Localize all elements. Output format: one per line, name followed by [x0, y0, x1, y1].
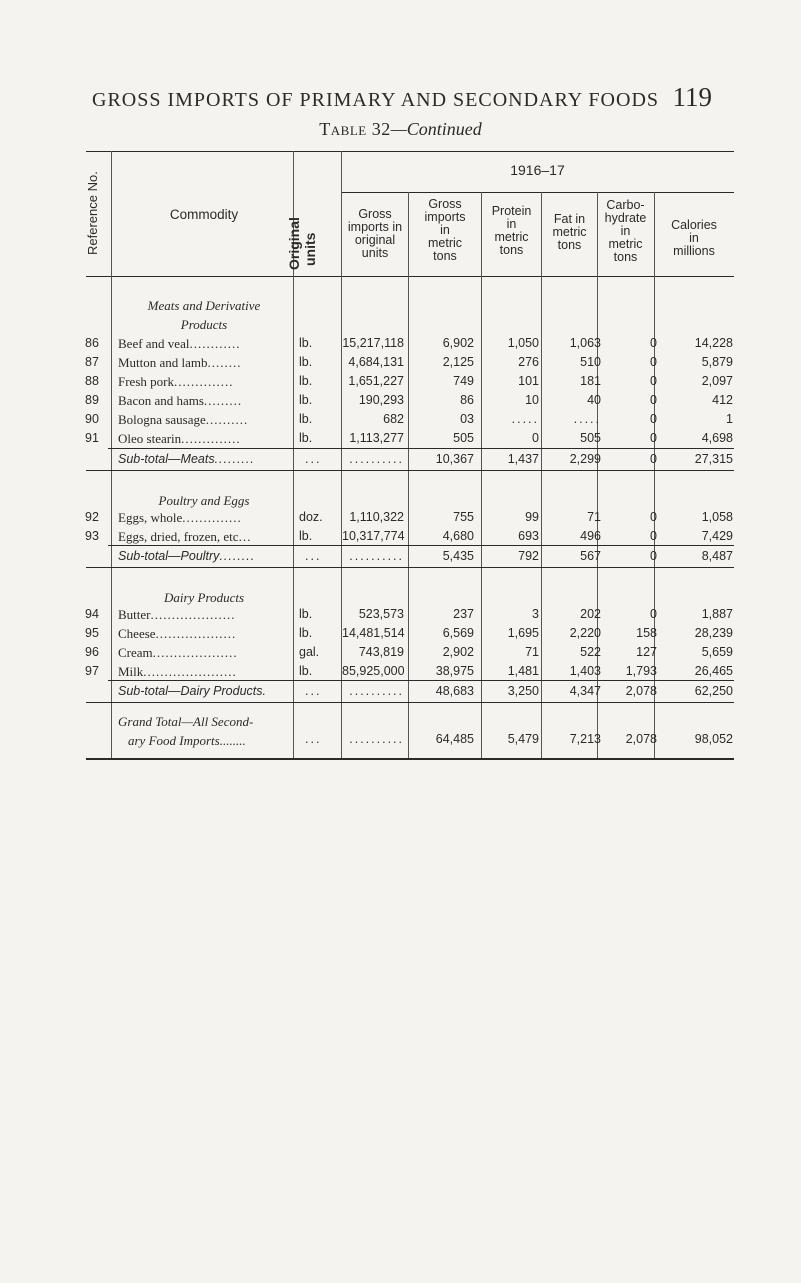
fat-cell: 7,213	[569, 732, 601, 746]
carbo-cell: 158	[636, 626, 657, 640]
carbo-cell: 0	[650, 529, 657, 543]
calories-cell: 27,315	[694, 452, 733, 466]
table-row	[0, 607, 801, 626]
commodity-text: Oleo stearin	[118, 431, 182, 446]
gross-orig-cell: 85,925,000	[342, 664, 405, 678]
table-label: Table 32	[319, 119, 391, 139]
header-text: Fat in	[553, 212, 586, 226]
protein-cell: 1,437	[507, 452, 539, 466]
protein-cell: 792	[518, 549, 539, 563]
leader-dots: ...	[238, 529, 252, 544]
table-row	[0, 510, 801, 529]
gross-orig-cell: 4,684,131	[348, 355, 404, 369]
calories-cell: 5,879	[701, 355, 733, 369]
commodity-cell	[118, 626, 290, 642]
table-row	[0, 645, 801, 664]
calories-cell: 14,228	[694, 336, 733, 350]
calories-cell: 98,052	[694, 732, 733, 746]
commodity-text: Eggs, dried, frozen, etc	[118, 529, 239, 544]
calories-cell: 1	[726, 412, 733, 426]
calories-cell: 1,887	[701, 607, 733, 621]
commodity-cell	[118, 374, 290, 390]
page-number: 119	[672, 82, 712, 112]
header-text: hydrate	[604, 211, 647, 225]
leader-dots: ........	[207, 355, 242, 370]
grand-total-row	[0, 732, 801, 751]
header-text: millions	[673, 244, 715, 258]
section-title-dairy: Dairy Products	[163, 590, 245, 605]
fat-cell: 510	[580, 355, 601, 369]
leader-dots: ..............	[173, 374, 234, 389]
commodity-text: Butter	[118, 607, 151, 622]
commodity-cell	[118, 431, 290, 447]
commodity-text: Fresh pork	[118, 374, 174, 389]
carbo-cell: 0	[650, 431, 657, 445]
header-reference-text: Reference No.	[85, 171, 100, 255]
calories-cell: 5,659	[701, 645, 733, 659]
fat-cell: 2,220	[569, 626, 601, 640]
commodity-text: Mutton and lamb	[118, 355, 208, 370]
table-caption	[0, 119, 801, 140]
unit-cell: lb.	[299, 431, 313, 445]
gross-orig-cell: 14,481,514	[342, 626, 405, 640]
protein-cell: 693	[518, 529, 539, 543]
header-text: Gross	[428, 197, 462, 211]
carbo-cell: 0	[650, 355, 657, 369]
ref-cell: 93	[85, 529, 99, 543]
header-gross-original	[342, 208, 408, 260]
ref-cell: 86	[85, 336, 99, 350]
carbo-cell: 1,793	[625, 664, 657, 678]
section-title-line: Products	[180, 317, 228, 332]
table-continued: —Continued	[390, 119, 482, 139]
header-text: in	[506, 217, 517, 231]
fat-cell: 505	[580, 431, 601, 445]
commodity-cell	[118, 510, 290, 526]
fat-cell: 496	[580, 529, 601, 543]
header-text: metric	[552, 225, 587, 239]
gross-metric-cell: 38,975	[435, 664, 474, 678]
gross-metric-cell: 6,902	[442, 336, 474, 350]
gross-metric-cell: 2,902	[442, 645, 474, 659]
table-row	[0, 664, 801, 683]
header-text: Calories	[671, 218, 717, 232]
section-title-line: Meats and Derivative	[147, 298, 261, 313]
leader-dots: ...................	[155, 626, 237, 641]
commodity-text: Beef and veal	[118, 336, 190, 351]
table-row	[0, 374, 801, 393]
unit-cell: lb.	[299, 374, 313, 388]
header-text: tons	[499, 243, 524, 257]
leader-dots: .........	[214, 452, 255, 466]
protein-cell: .....	[511, 412, 539, 426]
protein-cell: 101	[518, 374, 539, 388]
gross-metric-cell: 10,367	[435, 452, 474, 466]
carbo-cell: 0	[650, 452, 657, 466]
commodity-text: Bologna sausage	[118, 412, 206, 427]
commodity-cell	[118, 645, 290, 661]
table-row	[0, 412, 801, 431]
leader-dots: ......................	[143, 664, 237, 679]
unit-cell: doz.	[299, 510, 323, 524]
leader-dots: ............	[189, 336, 241, 351]
subtotal-text: Sub-total—Poultry	[118, 549, 220, 563]
header-text: Carbo-	[606, 198, 645, 212]
header-text: units	[361, 246, 389, 260]
calories-cell: 1,058	[701, 510, 733, 524]
header-text: in	[620, 224, 631, 238]
gross-orig-cell: ..........	[349, 684, 404, 698]
grand-total-line2-text: ary Food Imports	[128, 733, 220, 748]
header-text: imports	[424, 210, 466, 224]
commodity-cell	[118, 393, 290, 409]
carbo-cell: 0	[650, 336, 657, 350]
header-text: metric	[494, 230, 529, 244]
header-text: tons	[613, 250, 638, 264]
table-row	[0, 355, 801, 374]
gross-orig-cell: 15,217,118	[342, 336, 404, 350]
gross-metric-cell: 749	[453, 374, 474, 388]
table-row	[0, 529, 801, 548]
header-text: in	[440, 223, 450, 237]
carbo-cell: 0	[650, 412, 657, 426]
gross-orig-cell: ..........	[349, 732, 404, 746]
calories-cell: 412	[712, 393, 733, 407]
ref-cell: 97	[85, 664, 99, 678]
protein-cell: 3	[532, 607, 539, 621]
gross-metric-cell: 03	[460, 412, 474, 426]
gross-orig-cell: ..........	[349, 549, 404, 563]
unit-cell: ...	[305, 732, 322, 746]
gross-orig-cell: 682	[383, 412, 404, 426]
header-gross-metric	[409, 198, 481, 263]
header-fat	[542, 213, 597, 252]
commodity-text: Milk	[118, 664, 144, 679]
carbo-cell: 0	[650, 549, 657, 563]
calories-cell: 8,487	[701, 549, 733, 563]
rule-bottom	[86, 758, 734, 760]
unit-cell: lb.	[299, 626, 313, 640]
gross-metric-cell: 64,485	[435, 732, 474, 746]
subtotal-row-dairy	[0, 684, 801, 703]
header-period: 1916–17	[510, 162, 565, 178]
leader-dots: ..........	[205, 412, 249, 427]
commodity-cell	[118, 664, 290, 680]
header-calories	[654, 219, 734, 258]
fat-cell: .....	[573, 412, 601, 426]
calories-cell: 2,097	[701, 374, 733, 388]
ref-cell: 89	[85, 393, 99, 407]
subtotal-label	[118, 549, 290, 563]
gross-metric-cell: 4,680	[442, 529, 474, 543]
fat-cell: 4,347	[569, 684, 601, 698]
subtotal-row-poultry	[0, 549, 801, 568]
header-text: original	[354, 233, 396, 247]
ref-cell: 96	[85, 645, 99, 659]
leader-dots: ....................	[152, 645, 238, 660]
leader-dots: .	[262, 684, 267, 698]
calories-cell: 7,429	[701, 529, 733, 543]
protein-cell: 99	[525, 510, 539, 524]
gross-orig-cell: 1,651,227	[348, 374, 404, 388]
fat-cell: 1,063	[569, 336, 601, 350]
protein-cell: 5,479	[507, 732, 539, 746]
carbo-cell: 0	[650, 510, 657, 524]
unit-cell: lb.	[299, 336, 313, 350]
commodity-text: Bacon and hams	[118, 393, 204, 408]
commodity-cell	[118, 607, 290, 623]
ref-cell: 95	[85, 626, 99, 640]
gross-orig-cell: 190,293	[358, 393, 404, 407]
commodity-cell	[118, 529, 290, 545]
carbo-cell: 2,078	[625, 684, 657, 698]
fat-cell: 1,403	[569, 664, 601, 678]
protein-cell: 71	[525, 645, 539, 659]
gross-metric-cell: 237	[453, 607, 474, 621]
fat-cell: 522	[580, 645, 601, 659]
table-row	[0, 626, 801, 645]
rule-header-bottom	[86, 276, 734, 277]
leader-dots: ....................	[150, 607, 236, 622]
gross-metric-cell: 5,435	[442, 549, 474, 563]
protein-cell: 1,695	[507, 626, 539, 640]
unit-cell: lb.	[299, 393, 313, 407]
leader-dots: ........	[219, 733, 246, 748]
gross-orig-cell: 523,573	[358, 607, 404, 621]
fat-cell: 71	[587, 510, 601, 524]
unit-cell: ...	[305, 684, 322, 698]
ref-cell: 87	[85, 355, 99, 369]
calories-cell: 28,239	[694, 626, 733, 640]
ref-cell: 91	[85, 431, 99, 445]
rule-period	[341, 192, 734, 193]
fat-cell: 567	[580, 549, 601, 563]
gross-orig-cell: 10,317,774	[342, 529, 405, 543]
calories-cell: 26,465	[694, 664, 733, 678]
section-title-poultry: Poultry and Eggs	[158, 493, 250, 508]
commodity-text: Cheese	[118, 626, 156, 641]
commodity-cell	[118, 412, 290, 428]
carbo-cell: 2,078	[625, 732, 657, 746]
carbo-cell: 127	[636, 645, 657, 659]
gross-metric-cell: 6,569	[442, 626, 474, 640]
unit-cell: ...	[305, 452, 322, 466]
calories-cell: 4,698	[701, 431, 733, 445]
running-title: GROSS IMPORTS OF PRIMARY AND SECONDARY FOODS	[92, 89, 660, 111]
section-title-meats	[118, 296, 290, 334]
header-units-line1: Original	[286, 217, 302, 270]
gross-orig-cell: 743,819	[358, 645, 404, 659]
calories-cell: 62,250	[694, 684, 733, 698]
protein-cell: 1,481	[507, 664, 539, 678]
leader-dots: ........	[219, 549, 256, 563]
leader-dots: .........	[203, 393, 243, 408]
header-text: tons	[433, 249, 457, 263]
table-row	[0, 431, 801, 450]
unit-cell: lb.	[299, 664, 313, 678]
commodity-text: Cream	[118, 645, 153, 660]
subtotal-text: Sub-total—Meats	[118, 452, 215, 466]
carbo-cell: 0	[650, 393, 657, 407]
header-text: metric	[427, 236, 463, 250]
fat-cell: 202	[580, 607, 601, 621]
subtotal-label	[118, 452, 290, 466]
gross-metric-cell: 48,683	[435, 684, 474, 698]
ref-cell: 94	[85, 607, 99, 621]
header-units-line2: units	[302, 232, 318, 266]
running-head	[92, 82, 712, 113]
subtotal-row-meats	[0, 452, 801, 471]
header-commodity: Commodity	[169, 207, 239, 222]
table-row	[0, 393, 801, 412]
leader-dots: ..............	[181, 431, 241, 446]
carbo-cell: 0	[650, 374, 657, 388]
gross-orig-cell: 1,113,277	[349, 431, 404, 445]
ref-cell: 88	[85, 374, 99, 388]
protein-cell: 10	[525, 393, 539, 407]
header-carbohydrate	[597, 199, 654, 264]
gross-metric-cell: 2,125	[442, 355, 474, 369]
fat-cell: 181	[580, 374, 601, 388]
gross-metric-cell: 755	[453, 510, 474, 524]
gross-metric-cell: 505	[453, 431, 474, 445]
commodity-cell	[118, 355, 290, 371]
unit-cell: lb.	[299, 412, 313, 426]
fat-cell: 2,299	[569, 452, 601, 466]
leader-dots: ..............	[182, 510, 242, 525]
grand-total-line1: Grand Total—All Second-	[118, 714, 254, 729]
protein-cell: 0	[532, 431, 539, 445]
protein-cell: 3,250	[507, 684, 539, 698]
gross-orig-cell: 1,110,322	[349, 510, 404, 524]
commodity-text: Eggs, whole	[118, 510, 183, 525]
gross-metric-cell: 86	[460, 393, 474, 407]
table-row	[0, 336, 801, 355]
header-text: Protein	[491, 204, 532, 218]
rule-top	[86, 151, 734, 152]
unit-cell: lb.	[299, 529, 313, 543]
unit-cell: lb.	[299, 607, 313, 621]
carbo-cell: 0	[650, 607, 657, 621]
ref-cell: 92	[85, 510, 99, 524]
unit-cell: gal.	[299, 645, 320, 659]
subtotal-label	[118, 684, 290, 698]
header-text: Gross	[358, 207, 392, 221]
header-text: in	[689, 231, 699, 245]
header-protein	[482, 205, 541, 257]
fat-cell: 40	[587, 393, 601, 407]
gross-orig-cell: ..........	[349, 452, 404, 466]
protein-cell: 276	[518, 355, 539, 369]
commodity-cell	[118, 336, 290, 352]
unit-cell: ...	[305, 549, 322, 563]
header-text: metric	[608, 237, 643, 251]
subtotal-text: Sub-total—Dairy Products	[118, 684, 263, 698]
protein-cell: 1,050	[507, 336, 539, 350]
unit-cell: lb.	[299, 355, 313, 369]
header-text: tons	[557, 238, 582, 252]
ref-cell: 90	[85, 412, 99, 426]
header-text: imports in	[347, 220, 403, 234]
